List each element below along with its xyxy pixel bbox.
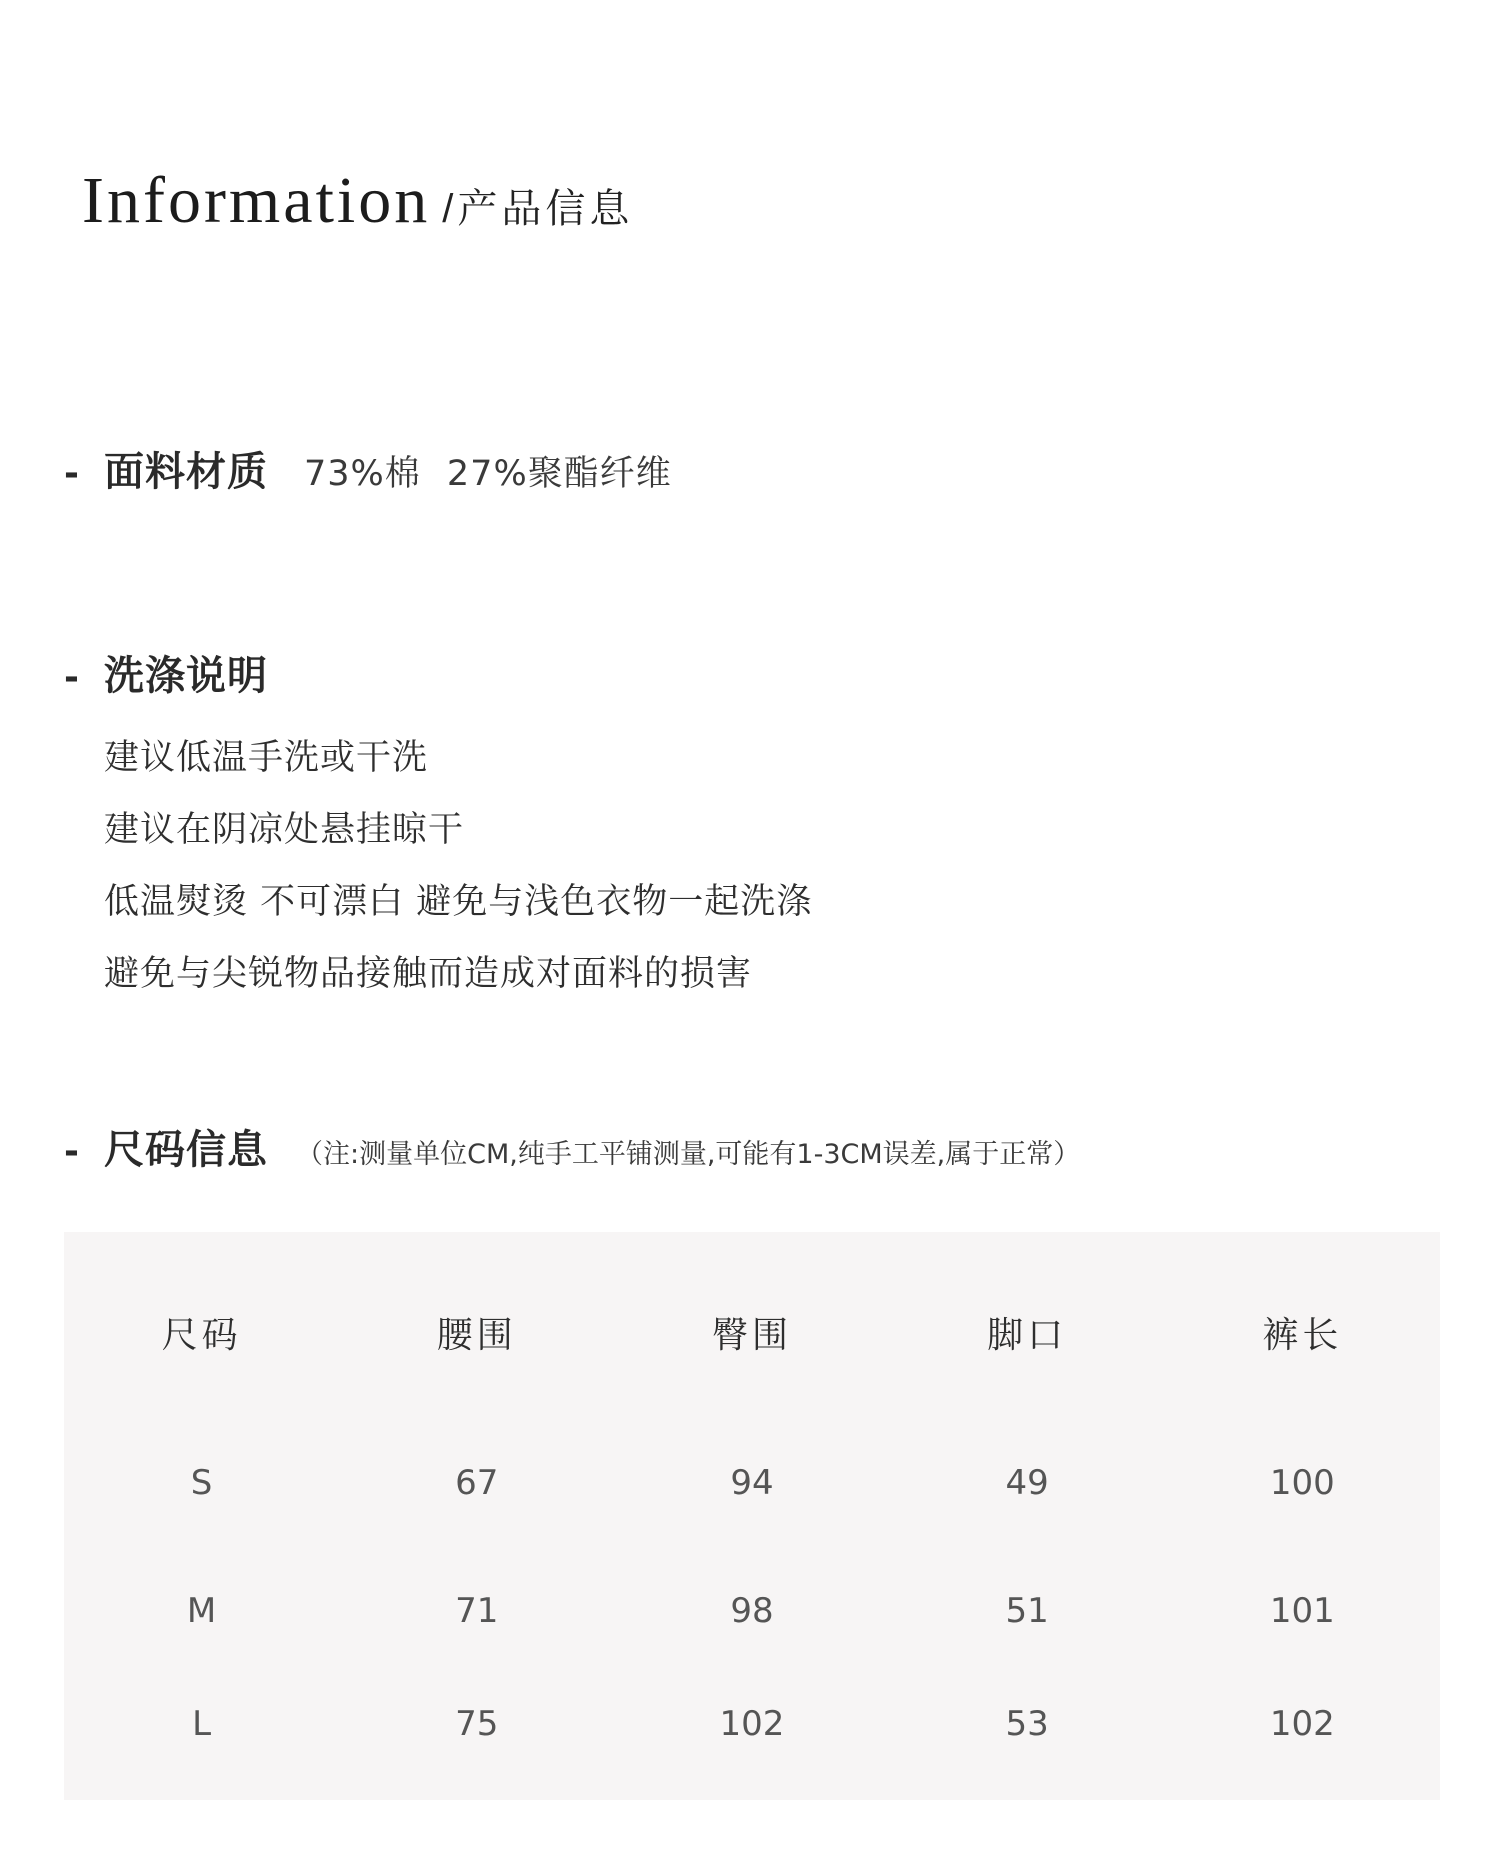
cell-waist: 75 xyxy=(455,1703,499,1744)
size-table-header-row xyxy=(64,1282,1440,1382)
page-title-chinese: 产品信息 xyxy=(457,186,634,232)
cell-length: 100 xyxy=(1269,1463,1335,1503)
page-title-separator: / xyxy=(442,187,454,231)
page-title xyxy=(82,164,634,237)
care-instruction: 避免与尖锐物品接触而造成对面料的损害 xyxy=(104,954,753,994)
cell-hem: 51 xyxy=(1005,1590,1049,1631)
cell-size: L xyxy=(192,1703,212,1744)
fabric-heading: 面料材质 xyxy=(104,449,268,495)
fabric-section xyxy=(64,440,672,497)
care-section-heading xyxy=(64,644,268,701)
table-row xyxy=(64,1667,1440,1780)
header-length: 裤长 xyxy=(1262,1314,1343,1356)
cell-waist: 71 xyxy=(455,1590,499,1631)
cell-hip: 94 xyxy=(730,1463,774,1503)
size-heading: 尺码信息 xyxy=(104,1127,268,1173)
page-title-english: Information xyxy=(82,164,431,237)
header-hip: 臀围 xyxy=(711,1314,792,1356)
fabric-dash: - xyxy=(64,453,79,494)
size-dash: - xyxy=(64,1131,79,1172)
header-size: 尺码 xyxy=(161,1314,242,1356)
header-hem: 脚口 xyxy=(987,1314,1068,1356)
care-heading: 洗涤说明 xyxy=(104,653,268,699)
size-table-panel xyxy=(64,1232,1440,1800)
table-row xyxy=(64,1554,1440,1667)
care-instruction: 低温熨烫 不可漂白 避免与浅色衣物一起洗涤 xyxy=(104,882,813,922)
care-instruction: 建议在阴凉处悬挂晾干 xyxy=(104,810,465,850)
size-table xyxy=(64,1282,1440,1780)
cell-hem: 49 xyxy=(1005,1463,1049,1503)
table-row xyxy=(64,1382,1440,1554)
cell-hem: 53 xyxy=(1005,1703,1049,1744)
cell-length: 101 xyxy=(1269,1590,1335,1631)
cell-hip: 98 xyxy=(730,1590,774,1631)
size-measurement-note: （注:测量单位CM,纯手工平铺测量,可能有1-3CM误差,属于正常） xyxy=(296,1139,1081,1170)
care-dash: - xyxy=(64,657,79,698)
cell-hip: 102 xyxy=(719,1703,785,1744)
cell-size: M xyxy=(186,1590,217,1631)
care-instructions-list xyxy=(104,722,812,1010)
cell-length: 102 xyxy=(1269,1703,1335,1744)
care-instruction: 建议低温手洗或干洗 xyxy=(104,738,429,778)
header-waist: 腰围 xyxy=(436,1314,517,1356)
cell-waist: 67 xyxy=(455,1463,499,1503)
size-section-heading xyxy=(64,1118,1080,1175)
cell-size: S xyxy=(190,1463,213,1503)
fabric-composition: 73%棉 27%聚酯纤维 xyxy=(304,454,672,494)
